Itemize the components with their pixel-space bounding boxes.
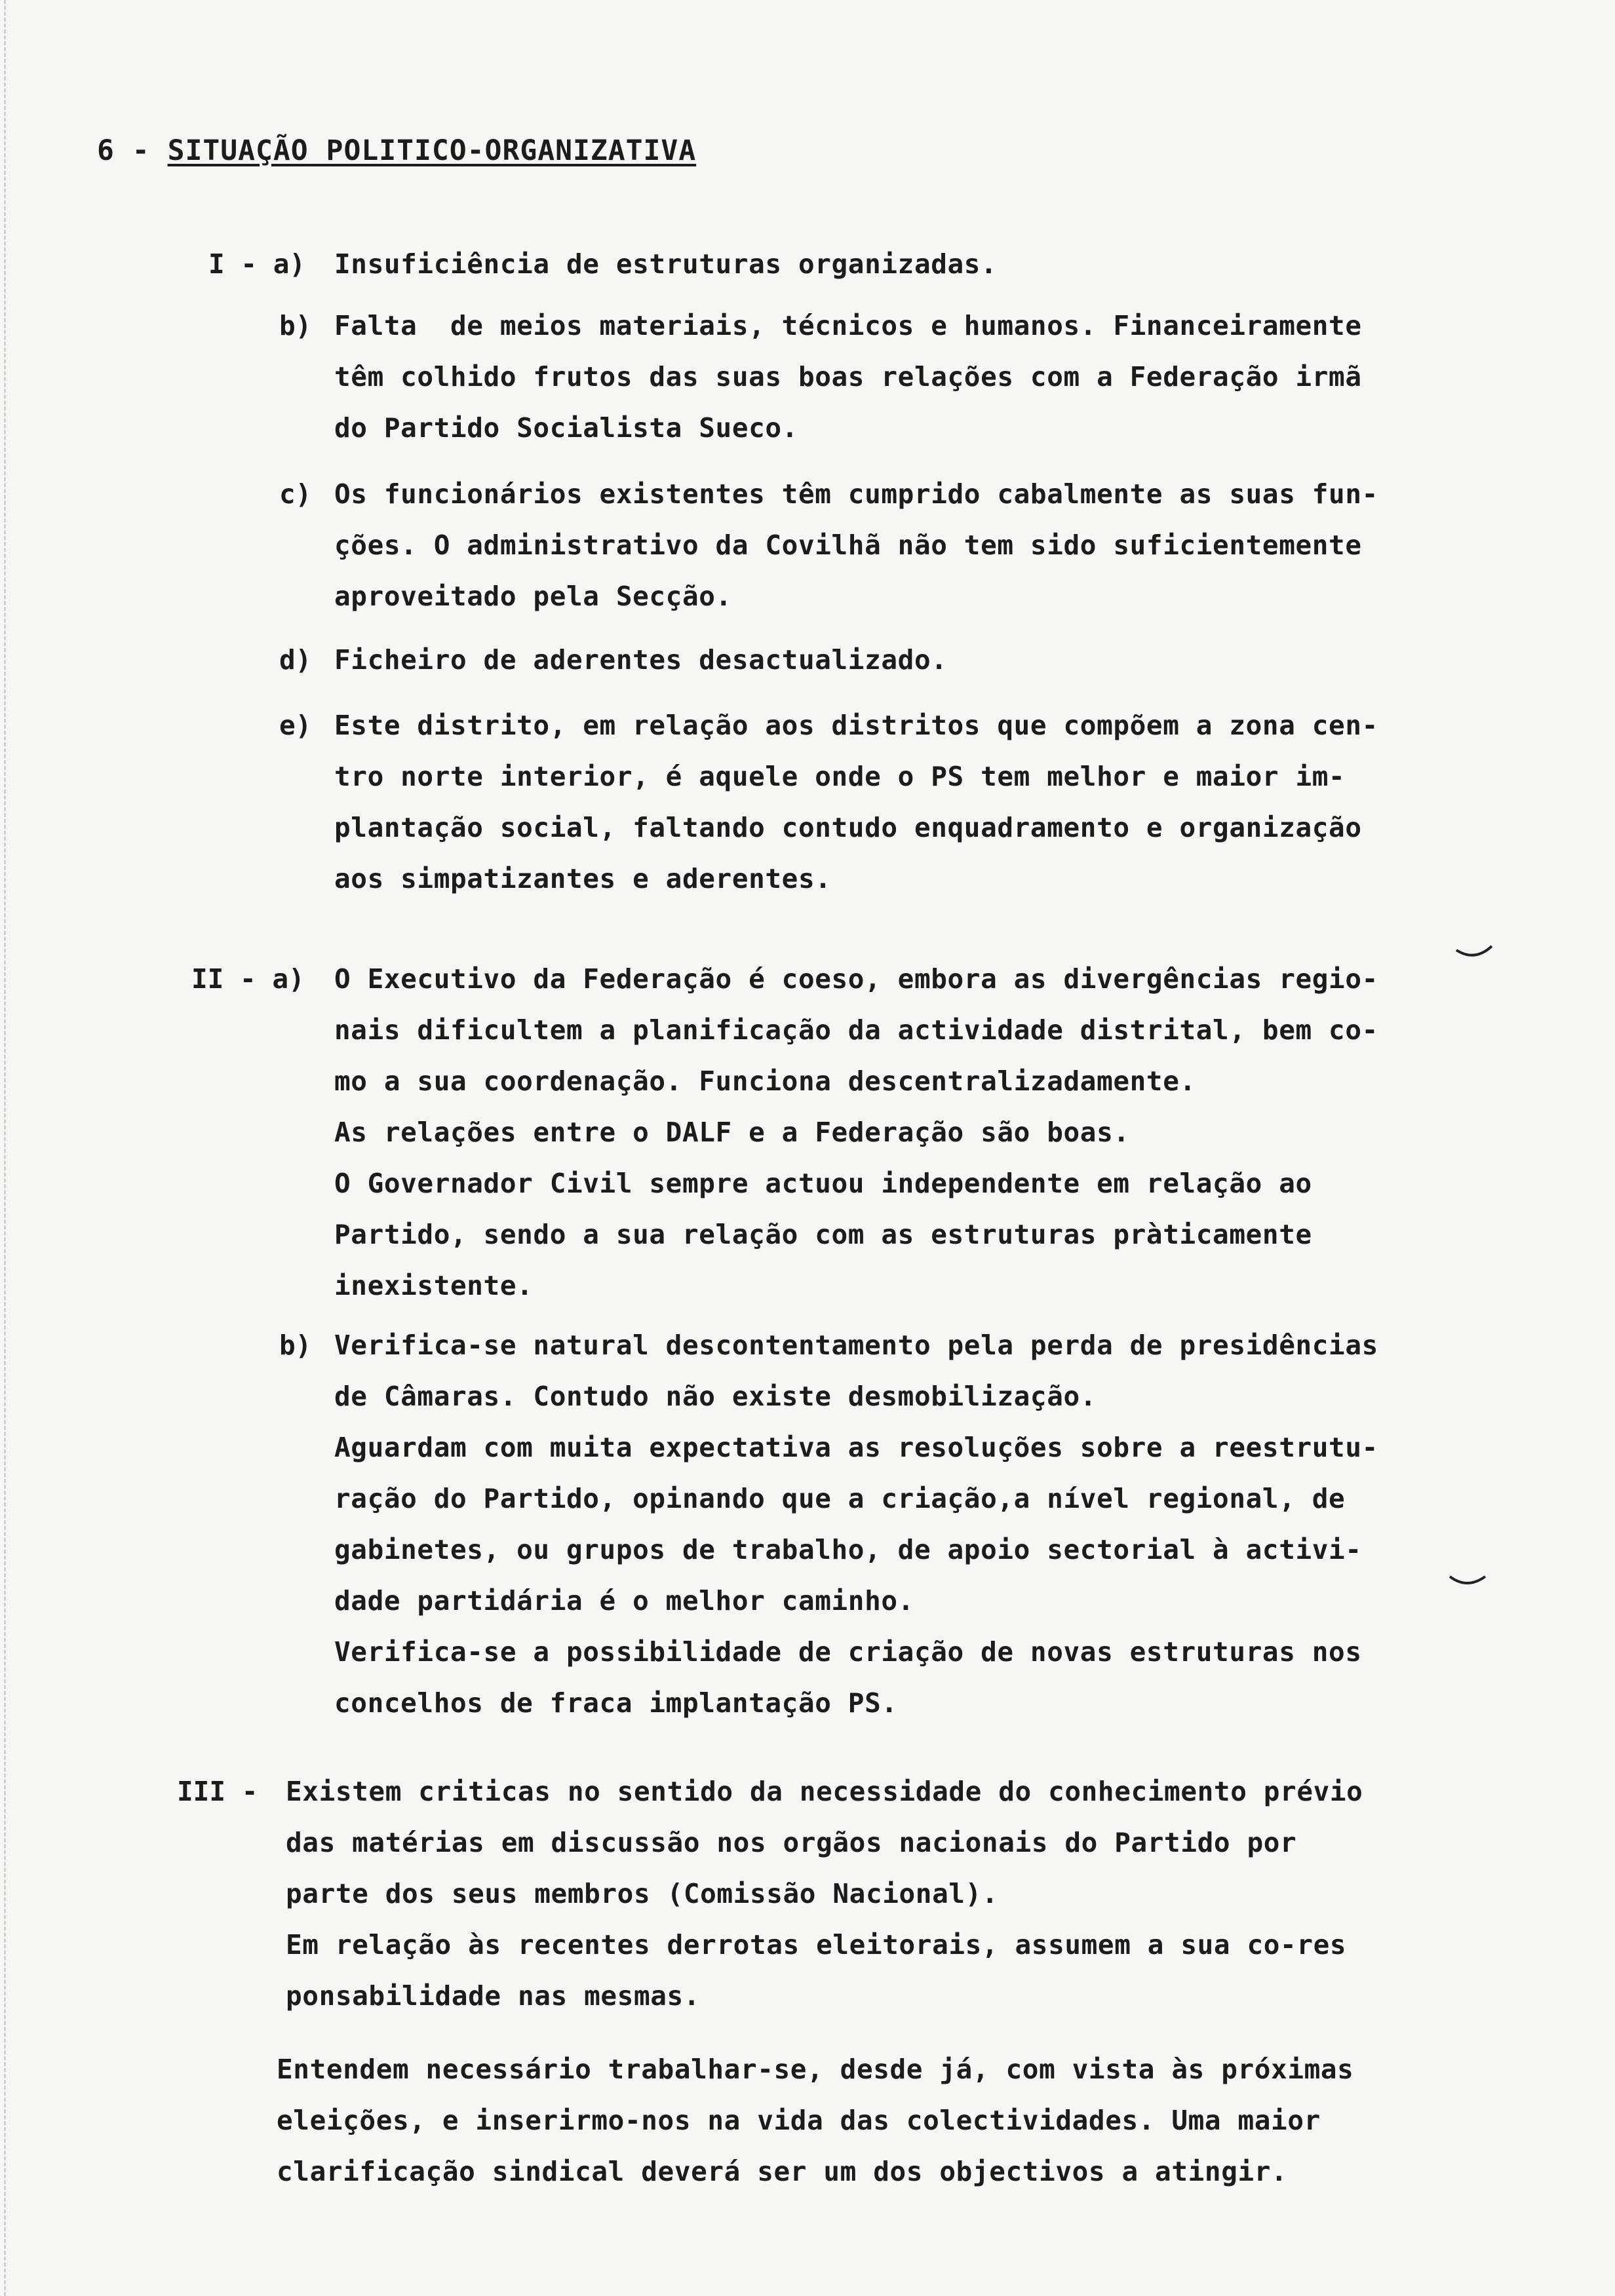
section-heading [97, 134, 696, 167]
text-line: O Governador Civil sempre actuou independente em relação ao [334, 1168, 1312, 1199]
section-number: 6 - [97, 134, 150, 167]
item-marker: b) [279, 1330, 312, 1361]
item-marker: d) [279, 644, 312, 676]
item-marker: I - a) [208, 248, 306, 280]
text-line: aos simpatizantes e aderentes. [334, 863, 832, 894]
pen-mark [1449, 1573, 1488, 1592]
text-line: inexistente. [334, 1270, 534, 1301]
text-line: gabinetes, ou grupos de trabalho, de apoio sectorial à activi- [334, 1534, 1362, 1565]
text-line: dade partidária é o melhor caminho. [334, 1585, 914, 1617]
text-line: O Executivo da Federação é coeso, embora as divergências regio- [334, 963, 1378, 995]
item-marker: III - [177, 1776, 258, 1807]
text-line: As relações entre o DALF e a Federação são boas. [334, 1117, 1130, 1148]
text-line: Existem criticas no sentido da necessidade do conhecimento prévio [286, 1776, 1363, 1807]
text-line: de Câmaras. Contudo não existe desmobilização. [334, 1381, 1097, 1412]
text-line: Entendem necessário trabalhar-se, desde já, com vista às próximas [277, 2054, 1354, 2085]
text-line: concelhos de fraca implantação PS. [334, 1687, 898, 1719]
text-line: das matérias em discussão nos orgãos nacionais do Partido por [286, 1827, 1297, 1858]
text-line: Falta de meios materiais, técnicos e humanos. Financeiramente [334, 310, 1362, 341]
text-line: Partido, sendo a sua relação com as estruturas pràticamente [334, 1219, 1312, 1250]
text-line: Insuficiência de estruturas organizadas. [334, 248, 998, 280]
text-line: Os funcionários existentes têm cumprido cabalmente as suas fun- [334, 478, 1378, 510]
item-marker: b) [279, 310, 312, 341]
section-title: SITUAÇÃO POLITICO-ORGANIZATIVA [167, 134, 697, 167]
item-marker: II - a) [191, 963, 305, 995]
text-line: ções. O administrativo da Covilhã não tem sido suficientemente [334, 529, 1362, 561]
text-line: têm colhido frutos das suas boas relações com a Federação irmã [334, 361, 1362, 392]
text-line: Verifica-se a possibilidade de criação de novas estruturas nos [334, 1636, 1362, 1668]
item-marker: c) [279, 478, 312, 510]
text-line: tro norte interior, é aquele onde o PS tem melhor e maior im- [334, 761, 1346, 792]
text-line: Este distrito, em relação aos distritos que compõem a zona cen- [334, 710, 1378, 741]
text-line: Em relação às recentes derrotas eleitorais, assumem a sua co-res [286, 1929, 1347, 1961]
text-line: ração do Partido, opinando que a criação,a nível regional, de [334, 1483, 1346, 1514]
text-line: Verifica-se natural descontentamento pela perda de presidências [334, 1330, 1378, 1361]
pen-mark [1455, 944, 1494, 963]
text-line: mo a sua coordenação. Funciona descentralizadamente. [334, 1065, 1196, 1097]
text-line: Ficheiro de aderentes desactualizado. [334, 644, 948, 676]
perforation-edge [4, 0, 6, 2296]
text-line: eleições, e inserirmo-nos na vida das colectividades. Uma maior [277, 2105, 1321, 2136]
text-line: Aguardam com muita expectativa as resoluções sobre a reestrutu- [334, 1432, 1378, 1463]
text-line: nais dificultem a planificação da actividade distrital, bem co- [334, 1014, 1378, 1046]
text-line: parte dos seus membros (Comissão Nacional). [286, 1878, 999, 1909]
text-line: aproveitado pela Secção. [334, 581, 732, 612]
item-marker: e) [279, 710, 312, 741]
text-line: ponsabilidade nas mesmas. [286, 1980, 701, 2012]
text-line: clarificação sindical deverá ser um dos objectivos a atingir. [277, 2156, 1288, 2187]
text-line: plantação social, faltando contudo enquadramento e organização [334, 812, 1362, 843]
text-line: do Partido Socialista Sueco. [334, 412, 798, 444]
